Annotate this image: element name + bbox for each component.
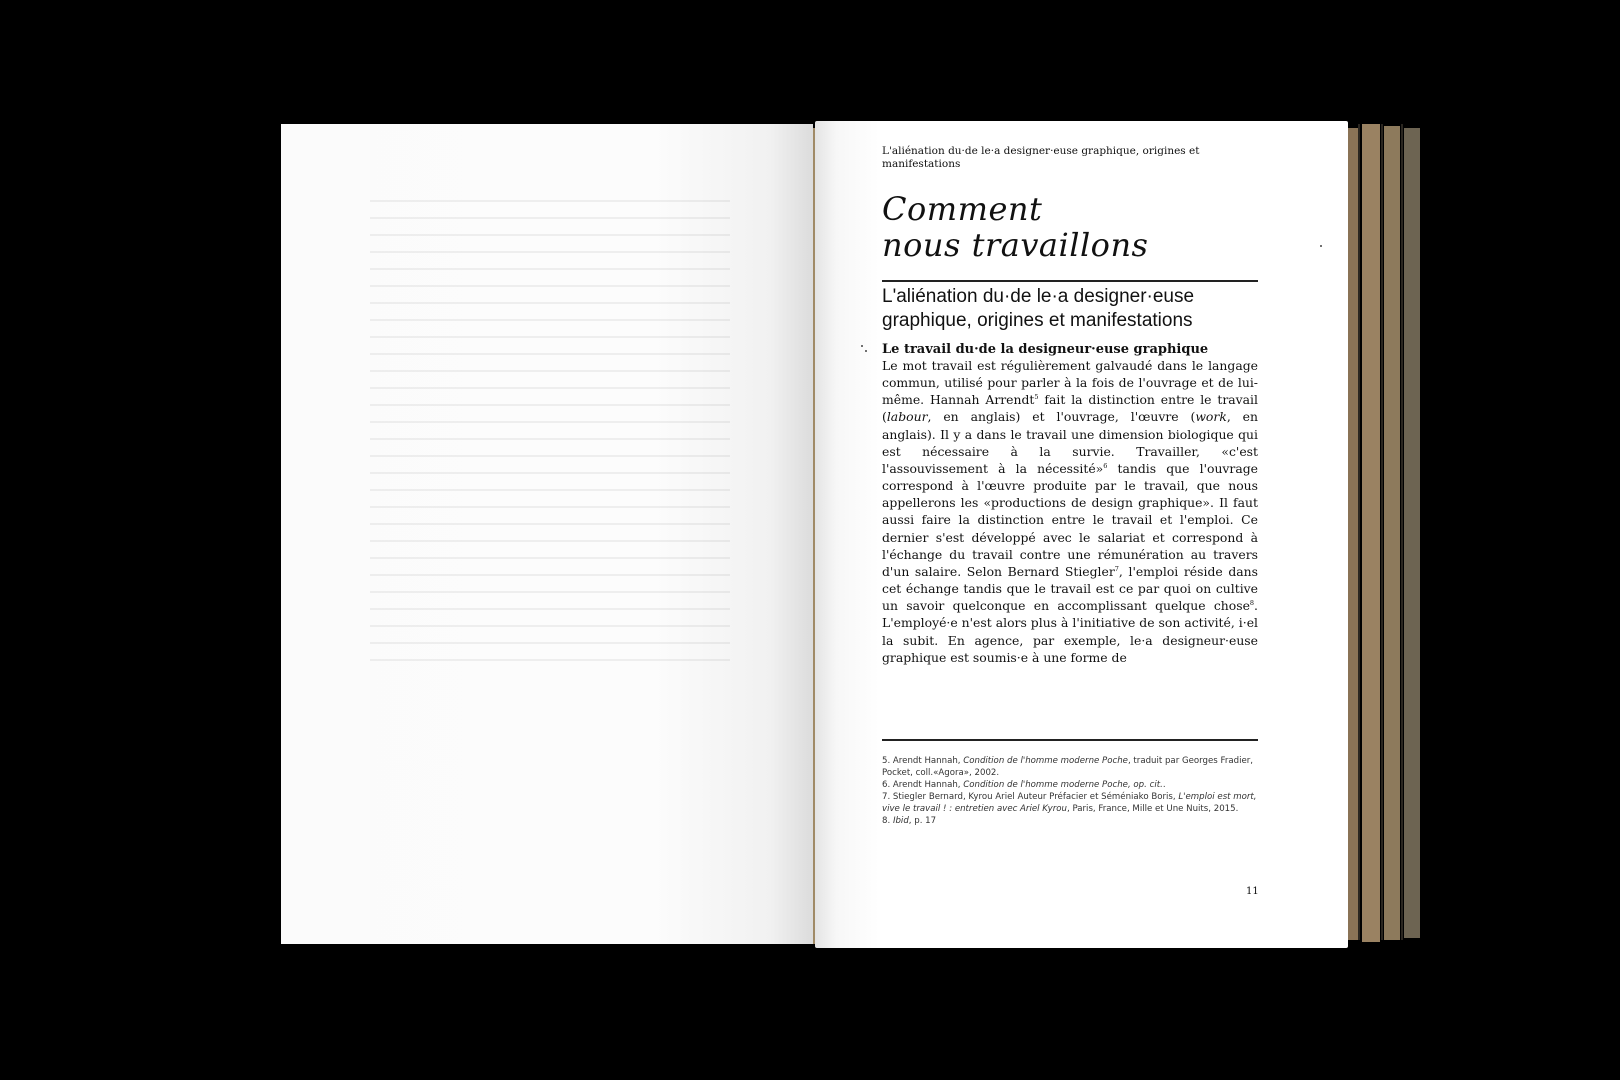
footnote-text: 8. <box>882 816 893 826</box>
section-title: L'aliénation du·de le·a designer·euse graphique, origines et manifestations <box>882 286 1195 331</box>
speck <box>1320 245 1322 247</box>
page-number: 11 <box>1246 886 1259 897</box>
speck <box>861 345 863 347</box>
footnote-ref: 6 <box>1103 461 1108 470</box>
body-text-run: , en anglais). Il y a dans le travail une dimension biologique qui est nécessaire à la survie. Travailler, «c'est l'assouvissement à la nécessité» <box>882 409 1258 476</box>
title-rule <box>882 280 1258 282</box>
footnote-8 <box>882 815 1260 827</box>
subsection-title: Le travail du·de la designeur·euse graphique <box>882 342 1209 357</box>
page-edge <box>1404 128 1420 938</box>
footnote-text: 7. Stiegler Bernard, Kyrou Ariel Auteur Préfacier et Séméniako Boris, <box>882 792 1179 802</box>
page-edge-shadow <box>1358 124 1360 940</box>
body-text-run: . L'employé·e n'est alors plus à l'initiative de son activité, i·el la subit. En agence, par exemple, le·a designeur·euse graphique est soumis·e à une forme de <box>882 598 1258 665</box>
footnote-title: Condition de l'homme moderne Poche <box>963 756 1128 766</box>
body-text-run: tandis que l'ouvrage correspond à l'œuvre produite par le travail, que nous appellerons les «productions de design graphique». Il faut aussi faire la distinction entre le travail et l'emploi. Ce dernier s'est développé avec le salariat et correspond à l'échange du travail contre une rémunération au travers d'un salaire. Selon Bernard Stiegler <box>882 460 1258 579</box>
body-text-italic: work <box>1195 409 1227 425</box>
footnote-title: Ibid <box>892 816 909 826</box>
footnote-ref: 7 <box>1114 564 1119 573</box>
body-text-run: , en anglais) et l'ouvrage, l'œuvre ( <box>927 409 1196 425</box>
text-block <box>882 121 1258 948</box>
body-paragraph <box>882 357 1258 666</box>
page-edge <box>1362 124 1380 942</box>
footnote-ref: 5 <box>1034 393 1039 402</box>
chapter-title-line: Comment <box>882 190 1043 228</box>
body-text-italic: labour <box>886 409 928 425</box>
page-edge <box>1384 126 1400 940</box>
footnote-rule <box>882 739 1258 741</box>
body-text-run: fait la distinction entre le travail ( <box>882 392 1258 425</box>
body-text-run: Le mot travail est régulièrement galvaudé dans le langage commun, utilisé pour parler à la fois de l'ouvrage et de lui-même. Hannah Arrendt <box>882 358 1258 408</box>
left-page-show-through <box>370 200 730 720</box>
footnote-text: 6. Arendt Hannah, <box>882 780 964 790</box>
footnote-6 <box>882 779 1260 791</box>
right-page <box>815 121 1348 948</box>
speck <box>865 350 867 352</box>
chapter-title-line: nous travaillons <box>882 226 1149 264</box>
footnote-5 <box>882 755 1260 779</box>
page-edge-shadow <box>1401 124 1403 940</box>
footnote-text: , traduit par Georges Fradier, Pocket, coll.«Agora», 2002. <box>882 756 1254 778</box>
chapter-title <box>882 191 1242 263</box>
body-text-run: , l'emploi réside dans cet échange tandis que le travail est ce par quoi on cultive un savoir quelconque en accomplissant quelque chose <box>882 563 1258 614</box>
footnote-text: , Paris, France, Mille et Une Nuits, 2015. <box>1067 804 1239 814</box>
footnotes <box>882 755 1260 827</box>
footnote-7 <box>882 791 1260 815</box>
footnote-title: Condition de l'homme moderne Poche, op. cit. <box>963 780 1163 790</box>
footnote-text: . <box>1162 780 1166 790</box>
footnote-text: 5. Arendt Hannah, <box>882 756 964 766</box>
page-edge-shadow <box>1381 124 1383 940</box>
footnote-title: L'emploi est mort, vive le travail ! : entretien avec Ariel Kyrou <box>882 792 1257 814</box>
footnote-ref: 8 <box>1249 599 1255 608</box>
footnote-text: , p. 17 <box>908 816 937 826</box>
running-head: L'aliénation du·de le·a designer·euse graphique, origines et manifestations <box>882 145 1200 170</box>
